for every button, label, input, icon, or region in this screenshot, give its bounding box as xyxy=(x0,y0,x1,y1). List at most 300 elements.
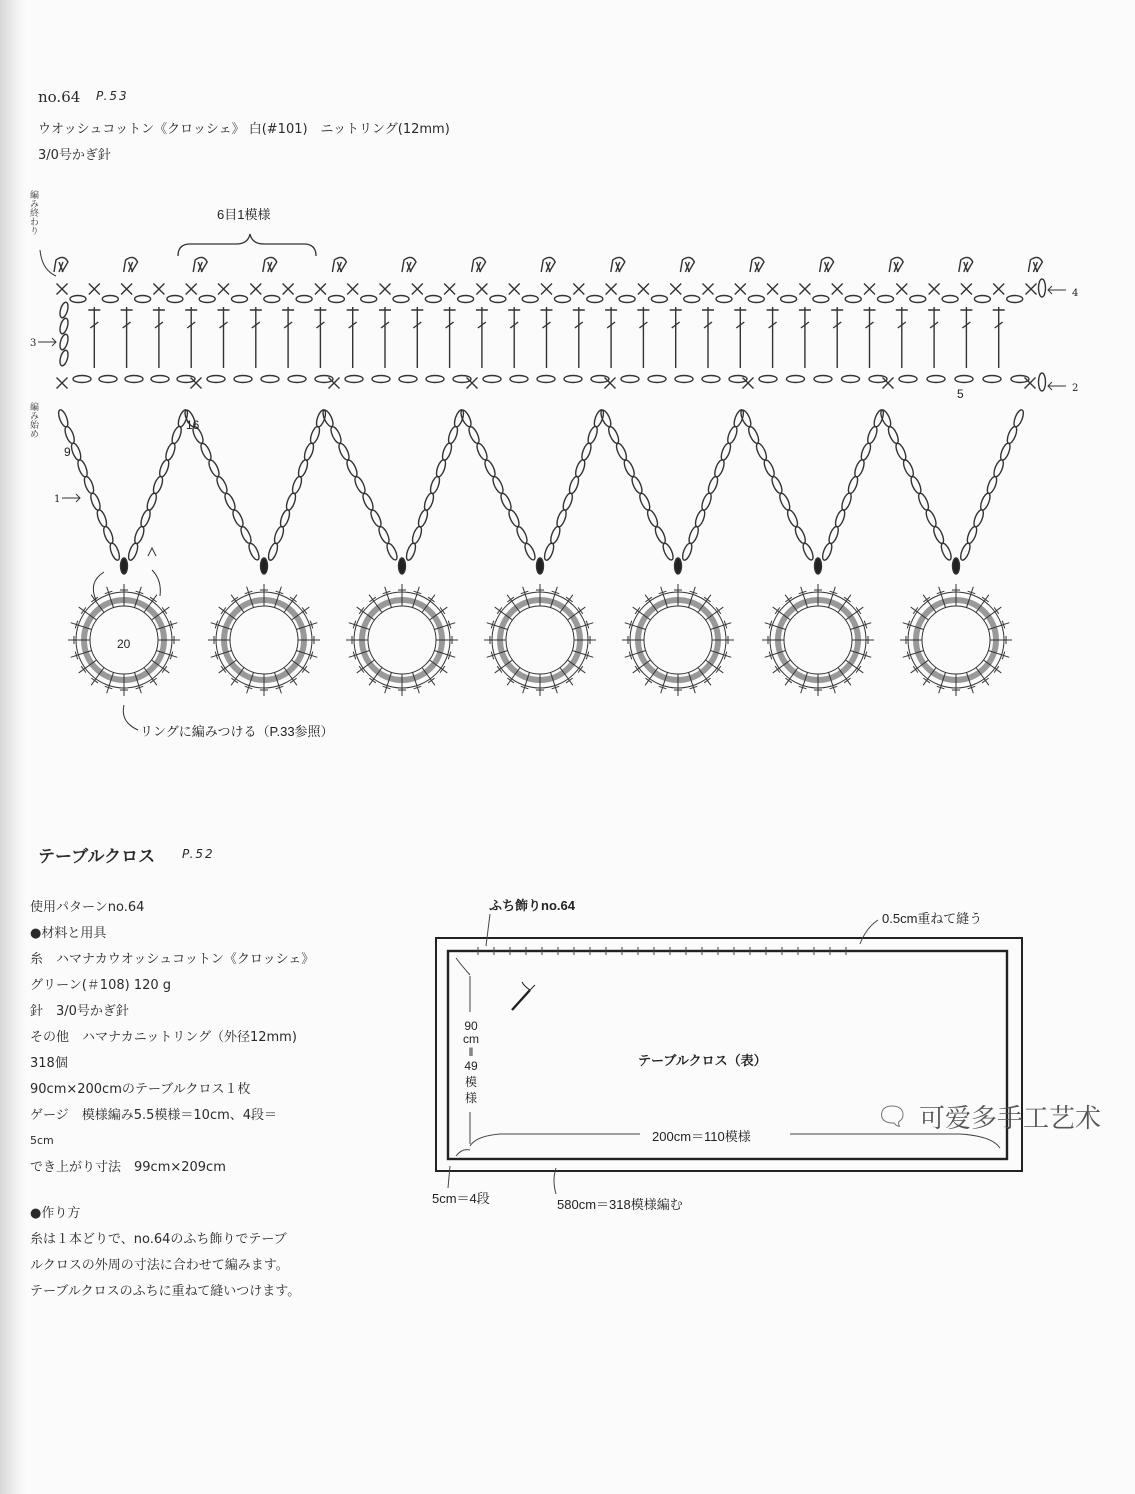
ring-stitch-mark xyxy=(994,666,999,672)
single-crochet-mark xyxy=(883,378,894,389)
single-crochet-mark xyxy=(153,284,164,295)
chain-stitch-mark xyxy=(555,509,568,528)
chain-stitch-mark xyxy=(549,525,562,544)
chain-stitch-mark xyxy=(992,459,1005,478)
ring-stitch-mark xyxy=(716,607,721,613)
ring-stitch-mark xyxy=(359,607,364,613)
single-crochet-mark xyxy=(606,284,617,295)
ring-stitch-mark xyxy=(775,607,780,613)
edge-label: ふち飾りno.64 xyxy=(489,898,575,913)
chain-stitch-mark xyxy=(303,442,316,461)
chain-stitch-mark xyxy=(886,425,900,444)
double-crochet-mark xyxy=(508,307,520,368)
double-crochet-mark xyxy=(314,307,326,368)
knit-ring-band xyxy=(916,600,996,680)
count-20: 20 xyxy=(117,637,131,651)
width-label: 200cm＝110模様 xyxy=(652,1129,751,1144)
end-label: 編み終わり xyxy=(29,190,39,235)
chain-stitch-mark xyxy=(261,376,279,383)
chain-stitch-mark xyxy=(719,442,732,461)
picot-mark xyxy=(407,262,411,272)
count-16: 16 xyxy=(186,418,200,432)
slip-stitch-mark xyxy=(261,558,268,574)
section-page-reference: P.52 xyxy=(182,847,215,861)
chain-stitch-mark xyxy=(135,296,151,303)
chain-stitch-mark xyxy=(813,296,829,303)
depth-label: 5cm＝4段 xyxy=(432,1191,490,1206)
chain-stitch-mark xyxy=(878,296,894,303)
instruction-line: 318個 xyxy=(30,1056,68,1071)
picot-mark xyxy=(685,262,689,272)
chain-stitch-mark xyxy=(619,296,635,303)
chain-stitch-mark xyxy=(264,296,280,303)
chain-stitch-mark xyxy=(459,409,473,428)
double-crochet-mark xyxy=(185,307,197,368)
chain-stitch-mark xyxy=(747,425,761,444)
single-crochet-mark xyxy=(57,378,68,389)
ring-stitch-mark xyxy=(704,678,710,683)
ring-stitch-mark xyxy=(578,666,583,672)
chain-stitch-mark xyxy=(587,296,603,303)
chain-stitch-mark xyxy=(561,492,574,511)
single-crochet-mark xyxy=(670,284,681,295)
chain-stitch-mark xyxy=(167,296,183,303)
chain-stitch-mark xyxy=(759,376,777,383)
chain-stitch-mark xyxy=(353,475,367,494)
chain-stitch-mark xyxy=(972,509,985,528)
svg-text:様: 様 xyxy=(464,1091,478,1105)
ring-stitch-mark xyxy=(645,678,651,683)
chain-stitch-mark xyxy=(393,296,409,303)
chain-stitch-mark xyxy=(872,409,885,428)
outer-border xyxy=(436,938,1022,1171)
chain-stitch-mark xyxy=(483,376,501,383)
chain-stitch-mark xyxy=(599,409,613,428)
single-crochet-mark xyxy=(467,378,478,389)
total-label: 580cm＝318模様編む xyxy=(557,1197,683,1212)
chain-stitch-mark xyxy=(239,525,253,544)
instruction-line: でき上がり寸法 99cm×209cm xyxy=(30,1160,226,1175)
chain-stitch-mark xyxy=(568,475,581,494)
chain-stitch-mark xyxy=(834,509,847,528)
instruction-line: その他 ハマナカニットリング（外径12mm) xyxy=(30,1030,297,1045)
chain-stitch-mark xyxy=(425,296,441,303)
chain-stitch-mark xyxy=(223,492,237,511)
picot-mark xyxy=(268,262,272,272)
chain-stitch-mark xyxy=(267,542,280,561)
single-crochet-mark xyxy=(735,284,746,295)
ring-stitch-mark xyxy=(635,666,640,672)
chain-stitch-mark xyxy=(70,296,86,303)
single-crochet-mark xyxy=(315,284,326,295)
chain-stitch-mark xyxy=(845,296,861,303)
chain-stitch-mark xyxy=(653,525,667,544)
single-crochet-mark xyxy=(541,284,552,295)
slip-stitch-mark xyxy=(953,558,960,574)
ring-stitch-mark xyxy=(856,607,861,613)
picot-mark xyxy=(402,257,416,272)
double-crochet-mark xyxy=(88,307,100,368)
knit-ring-inner xyxy=(644,606,712,674)
ring-stitch-mark xyxy=(302,666,307,672)
picot-mark xyxy=(193,257,207,272)
chain-stitch-mark xyxy=(139,509,152,528)
ring-stitch-mark xyxy=(923,597,929,602)
picot-mark xyxy=(825,262,829,272)
double-crochet-mark xyxy=(702,307,714,368)
single-crochet-mark xyxy=(1026,284,1037,295)
picot-mark xyxy=(750,257,764,272)
double-crochet-mark xyxy=(573,307,585,368)
single-crochet-mark xyxy=(929,284,940,295)
chain-stitch-mark xyxy=(321,409,335,428)
knit-ring-inner xyxy=(368,606,436,674)
double-crochet-mark xyxy=(960,307,972,368)
ring-stitch-mark xyxy=(785,597,791,602)
chain-stitch-mark xyxy=(999,442,1012,461)
ring-stitch-mark xyxy=(994,607,999,613)
end-label-pointer xyxy=(40,250,56,276)
ring-stitch-mark xyxy=(150,678,156,683)
ring-stitch-mark xyxy=(221,607,226,613)
chain-stitch-mark xyxy=(607,425,621,444)
svg-text:模: 模 xyxy=(464,1075,478,1089)
instruction-line: グリーン(＃108) 120 g xyxy=(30,978,172,993)
knit-ring-inner xyxy=(922,606,990,674)
picot-mark xyxy=(541,257,555,272)
chain-stitch-mark xyxy=(687,525,700,544)
row-arrow-4 xyxy=(1048,286,1066,294)
chain-stitch-mark xyxy=(814,376,832,383)
double-crochet-mark xyxy=(379,307,391,368)
double-crochet-mark xyxy=(444,307,456,368)
chain-stitch-mark xyxy=(555,296,571,303)
double-crochet-mark xyxy=(734,307,746,368)
ring-stitch-mark xyxy=(982,597,988,602)
picot-mark xyxy=(198,262,202,272)
chain-stitch-mark xyxy=(778,492,792,511)
picot-mark xyxy=(820,257,834,272)
chain-stitch-mark xyxy=(158,459,171,478)
picot-mark xyxy=(889,257,903,272)
picot-mark xyxy=(959,257,973,272)
instruction-line: ●材料と用具 xyxy=(30,926,107,941)
ring-stitch-mark xyxy=(704,597,710,602)
count-9: 9 xyxy=(64,445,71,459)
chain-stitch-mark xyxy=(707,475,720,494)
ring-stitch-mark xyxy=(81,607,86,613)
chain-stitch-mark xyxy=(417,509,430,528)
chain-stitch-mark xyxy=(399,376,417,383)
ring-stitch-mark xyxy=(982,678,988,683)
ring-stitch-mark xyxy=(913,607,918,613)
chain-stitch-mark xyxy=(821,542,834,561)
ring-stitch-mark xyxy=(507,678,513,683)
chain-stitch-mark xyxy=(510,376,528,383)
single-crochet-mark xyxy=(191,378,202,389)
single-crochet-mark xyxy=(186,284,197,295)
chain-stitch-mark xyxy=(453,409,466,428)
ring-stitch-mark xyxy=(923,678,929,683)
chain-stitch-mark xyxy=(866,425,879,444)
single-crochet-mark xyxy=(832,284,843,295)
chain-stitch-mark xyxy=(483,459,497,478)
instruction-line: 使用パターンno.64 xyxy=(30,900,145,915)
center-label: テーブルクロス（表） xyxy=(638,1053,767,1068)
chain-stitch-mark xyxy=(328,296,344,303)
double-crochet-mark xyxy=(831,307,843,368)
chain-stitch-mark xyxy=(58,349,69,366)
chain-stitch-mark xyxy=(108,542,121,561)
single-crochet-mark xyxy=(573,284,584,295)
chain-stitch-mark xyxy=(537,376,555,383)
chain-stitch-mark xyxy=(207,459,221,478)
picot-mark xyxy=(894,262,898,272)
section-title: テーブルクロス xyxy=(38,847,156,867)
chain-stitch-mark xyxy=(840,492,853,511)
picot-mark xyxy=(616,262,620,272)
picot-mark xyxy=(337,262,341,272)
materials-line-2: 3/0号かぎ針 xyxy=(38,148,111,163)
chain-stitch-mark xyxy=(83,475,96,494)
ring-stitch-mark xyxy=(844,678,850,683)
chain-stitch-mark xyxy=(345,376,363,383)
chain-stitch-mark xyxy=(732,409,745,428)
chain-stitch-mark xyxy=(337,442,351,461)
knit-ring-band xyxy=(778,600,858,680)
knit-ring-band xyxy=(224,600,304,680)
materials-line-1: ウオッシュコットン《クロッシェ》 白(#101) ニットリング(12mm) xyxy=(38,122,450,137)
single-crochet-mark xyxy=(444,284,455,295)
chain-stitch-mark xyxy=(899,376,917,383)
chain-stitch-mark xyxy=(234,376,252,383)
chain-stitch-mark xyxy=(329,425,343,444)
ring-stitch-mark xyxy=(359,666,364,672)
chain-stitch-mark xyxy=(879,409,893,428)
chain-stitch-mark xyxy=(291,475,304,494)
ring-note-pointer xyxy=(123,705,138,730)
knit-ring-band xyxy=(638,600,718,680)
chain-stitch-mark xyxy=(70,442,83,461)
row-arrow-3 xyxy=(38,338,56,346)
chain-stitch-mark xyxy=(1039,373,1046,391)
chain-stitch-mark xyxy=(924,509,938,528)
single-crochet-mark xyxy=(896,284,907,295)
chain-stitch-mark xyxy=(675,376,693,383)
double-crochet-mark xyxy=(121,307,133,368)
chain-stitch-mark xyxy=(638,492,652,511)
chain-stitch-mark xyxy=(345,459,359,478)
chain-stitch-mark xyxy=(441,442,454,461)
ring-stitch-mark xyxy=(162,607,167,613)
knit-ring-inner xyxy=(230,606,298,674)
picot-mark xyxy=(477,262,481,272)
ring-stitch-mark xyxy=(775,666,780,672)
ring-stitch-mark xyxy=(81,666,86,672)
chain-stitch-mark xyxy=(646,509,660,528)
chain-stitch-mark xyxy=(713,459,726,478)
ring-stitch-mark xyxy=(428,597,434,602)
chain-stitch-mark xyxy=(411,525,424,544)
chain-stitch-mark xyxy=(296,296,312,303)
slip-stitch-mark xyxy=(537,558,544,574)
chain-stitch-mark xyxy=(490,296,506,303)
single-crochet-mark xyxy=(283,284,294,295)
chain-stitch-mark xyxy=(939,542,953,561)
single-crochet-mark xyxy=(961,284,972,295)
ring-stitch-mark xyxy=(507,597,513,602)
chain-stitch-mark xyxy=(102,296,118,303)
chain-stitch-mark xyxy=(133,525,146,544)
double-crochet-mark xyxy=(993,307,1005,368)
chain-stitch-mark xyxy=(694,509,707,528)
chain-stitch-mark xyxy=(447,425,460,444)
chain-stitch-mark xyxy=(622,459,636,478)
chain-stitch-mark xyxy=(523,542,537,561)
chain-stitch-mark xyxy=(288,376,306,383)
instruction-line: 針 3/0号かぎ針 xyxy=(30,1004,129,1019)
chain-stitch-mark xyxy=(781,296,797,303)
single-crochet-mark xyxy=(864,284,875,295)
ring-stitch-mark xyxy=(844,597,850,602)
double-crochet-mark xyxy=(476,307,488,368)
start-label: 編み始め xyxy=(29,402,39,438)
chain-stitch-mark xyxy=(125,376,143,383)
ring-stitch-mark xyxy=(231,678,237,683)
ring-stitch-mark xyxy=(231,597,237,602)
single-crochet-mark xyxy=(250,284,261,295)
ring-stitch-mark xyxy=(856,666,861,672)
chain-stitch-mark xyxy=(458,296,474,303)
chain-stitch-mark xyxy=(199,442,213,461)
ring-stitch-mark xyxy=(369,678,375,683)
slip-stitch-mark xyxy=(121,558,128,574)
chain-stitch-mark xyxy=(614,442,628,461)
chain-stitch-mark xyxy=(515,525,529,544)
chain-stitch-mark xyxy=(630,475,644,494)
chain-stitch-mark xyxy=(917,492,931,511)
row-mark-2: 2 xyxy=(1072,383,1079,394)
single-crochet-mark xyxy=(380,284,391,295)
double-crochet-mark xyxy=(799,307,811,368)
row-mark-3: 3 xyxy=(30,338,37,349)
chain-stitch-mark xyxy=(651,296,667,303)
ring-stitch-mark xyxy=(440,666,445,672)
chain-stitch-mark xyxy=(315,409,328,428)
single-crochet-mark xyxy=(743,378,754,389)
ring-stitch-mark xyxy=(428,678,434,683)
chain-stitch-mark xyxy=(207,376,225,383)
double-crochet-mark xyxy=(928,307,940,368)
svg-text:cm: cm xyxy=(463,1032,479,1046)
single-crochet-mark xyxy=(638,284,649,295)
ring-stitch-mark xyxy=(497,607,502,613)
chain-stitch-mark xyxy=(955,376,973,383)
chain-stitch-mark xyxy=(1007,296,1023,303)
picot-mark xyxy=(611,257,625,272)
single-crochet-mark xyxy=(347,284,358,295)
knit-ring-band xyxy=(362,600,442,680)
ring-stitch-mark xyxy=(913,666,918,672)
ring-note: リングに編みつける（P.33参照） xyxy=(140,724,334,739)
chain-stitch-mark xyxy=(372,376,390,383)
double-crochet-mark xyxy=(541,307,553,368)
chain-stitch-mark xyxy=(910,296,926,303)
chain-stitch-mark xyxy=(979,492,992,511)
single-crochet-mark xyxy=(799,284,810,295)
single-crochet-mark xyxy=(476,284,487,295)
chain-stitch-mark xyxy=(842,376,860,383)
chain-stitch-mark xyxy=(215,475,229,494)
chain-stitch-mark xyxy=(499,492,513,511)
chain-stitch-mark xyxy=(426,376,444,383)
svg-text:‖: ‖ xyxy=(468,1045,474,1059)
ring-stitch-mark xyxy=(290,597,296,602)
single-crochet-mark xyxy=(57,284,68,295)
ring-stitch-mark xyxy=(566,597,572,602)
instruction-line: 糸は１本どりで、no.64のふち飾りでテーブ xyxy=(30,1232,287,1247)
single-crochet-mark xyxy=(703,284,714,295)
instruction-line: テーブルクロスのふちに重ねて縫いつけます。 xyxy=(30,1284,301,1299)
chain-stitch-mark xyxy=(770,475,784,494)
chain-stitch-mark xyxy=(152,475,165,494)
double-crochet-mark xyxy=(411,307,423,368)
overlap-label: 0.5cm重ねて縫う xyxy=(882,911,983,926)
chain-stitch-mark xyxy=(586,425,599,444)
picot-mark xyxy=(1033,262,1037,272)
chain-stitch-mark xyxy=(273,525,286,544)
slip-stitch-mark xyxy=(675,558,682,574)
chain-stitch-mark xyxy=(231,509,245,528)
chain-stitch-mark xyxy=(102,525,115,544)
pattern-number: no.64 xyxy=(38,88,81,106)
watermark xyxy=(876,1098,1101,1135)
row-mark-4: 4 xyxy=(1072,288,1079,299)
chain-stitch-mark xyxy=(787,376,805,383)
ring-stitch-mark xyxy=(162,666,167,672)
ring-stitch-mark xyxy=(440,607,445,613)
chain-stitch-mark xyxy=(423,492,436,511)
chain-stitch-mark xyxy=(73,376,91,383)
chain-stitch-mark xyxy=(716,296,732,303)
picot-mark xyxy=(1028,257,1042,272)
ring-stitch-mark xyxy=(645,597,651,602)
picot-mark xyxy=(124,257,138,272)
count-5: 5 xyxy=(957,387,964,401)
chain-stitch-mark xyxy=(681,542,694,561)
chain-stitch-mark xyxy=(1012,409,1025,428)
row-arrow-1 xyxy=(62,494,80,502)
wechat-icon: 🗨 xyxy=(876,1101,910,1132)
chain-stitch-mark xyxy=(58,301,69,318)
picot-mark xyxy=(472,257,486,272)
svg-text:49: 49 xyxy=(464,1059,478,1073)
chain-stitch-mark xyxy=(847,475,860,494)
chain-stitch-mark xyxy=(543,542,556,561)
ring-stitch-mark xyxy=(221,666,226,672)
picot-mark xyxy=(546,262,550,272)
chain-stitch-mark xyxy=(151,376,169,383)
chain-stitch-mark xyxy=(361,492,375,511)
single-crochet-mark xyxy=(993,284,1004,295)
chain-stitch-mark xyxy=(309,425,322,444)
chain-stitch-mark xyxy=(297,459,310,478)
instruction-line: ●作り方 xyxy=(30,1206,81,1221)
chain-stitch-mark xyxy=(786,509,800,528)
ring-stitch-mark xyxy=(578,607,583,613)
chain-stitch-mark xyxy=(621,376,639,383)
chain-stitch-mark xyxy=(279,509,292,528)
